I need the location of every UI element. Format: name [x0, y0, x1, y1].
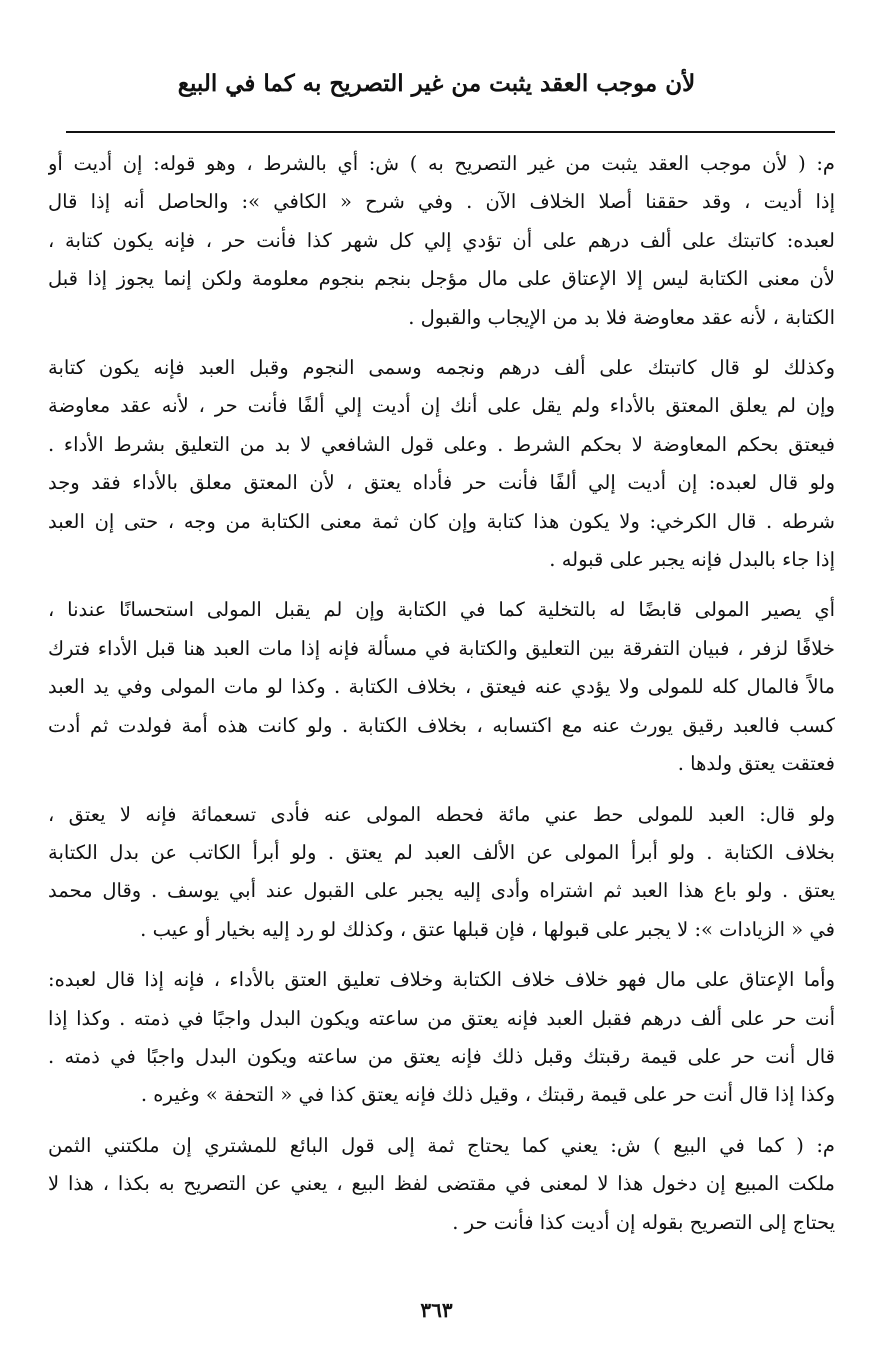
text-line: مالاً فالمال كله للمولى ولا يؤدي عنه فيعتق ، بخلاف الكتابة . وكذا لو مات المولى وفي يد العبد — [48, 675, 835, 699]
text-line: وإن لم يعلق المعتق بالأداء ولم يقل على أنك إن أديت إلي ألفًا فأنت حر ، لأنه عقد معاوضة — [48, 394, 835, 418]
text-line: لأن معنى الكتابة ليس إلا الإعتاق على مال مؤجل بنجم بنجوم معلومة ولكن إنما يجوز إذا قبل — [48, 267, 835, 291]
paragraph-4 — [48, 796, 835, 950]
body-text — [48, 145, 835, 1242]
header-rule — [66, 131, 835, 133]
text-line: إذا أديت ، وقد حققنا أصلا الخلاف الآن . وفي شرح « الكافي »: والحاصل أنه إذا قال — [48, 190, 835, 214]
text-line: بخلاف الكتابة . ولو أبرأ المولى عن الألف العبد لم يعتق . ولو أبرأ الكاتب عن بدل الكتابة — [48, 840, 835, 864]
text-line: قال أنت حر على قيمة رقبتك وقبل ذلك فإنه يعتق من ساعته ويكون البدل واجبًا في ذمته . — [48, 1044, 835, 1068]
text-line: شرطه . قال الكرخي: ولا يكون هذا كتابة وإن كان ثمة معنى الكتابة من وجه ، حتى إن العبد — [48, 509, 835, 533]
text-line: فيعتق بحكم المعاوضة لا بحكم الشرط . وعلى قول الشافعي لا بد من التعليق بشرط الأداء . — [48, 432, 835, 456]
text-line: في « الزيادات »: لا يجبر على قبولها ، فإن قبلها عتق ، وكذلك لو رد إليه بخيار أو عيب . — [140, 917, 835, 941]
text-line: م: ( لأن موجب العقد يثبت من غير التصريح به ) ش: أي بالشرط ، وهو قوله: إن أديت أو — [48, 152, 835, 175]
text-line: أنت حر على ألف درهم فقبل العبد فإنه يعتق من ساعته ويكون البدل واجبًا في ذمته . وكذا إذا — [48, 1006, 835, 1030]
paragraph-3 — [48, 591, 835, 783]
text-line: الكتابة ، لأنه عقد معاوضة فلا بد من الإيجاب والقبول . — [408, 305, 835, 329]
page-number: ٣٦٣ — [420, 1298, 453, 1322]
text-line: وكذا إذا قال أنت حر على قيمة رقبتك ، وقيل ذلك فإنه يعتق كذا في « التحفة » وغيره . — [140, 1083, 835, 1107]
text-line: خلافًا لزفر ، فبيان التفرقة بين التعليق والكتابة في مسألة فإنه إذا مات العبد هنا قبل الأداء فترك — [48, 636, 835, 660]
paragraph-2 — [48, 349, 835, 579]
text-line: يحتاج إلى التصريح بقوله إن أديت كذا فأنت حر . — [452, 1210, 835, 1234]
text-line: ملكت المبيع إن دخول هذا لا لمعنى في مقتضى لفظ البيع ، يعني عن التصريح به بكذا ، هذا لا — [48, 1172, 835, 1196]
text-line: فعتقت يعتق ولدها . — [677, 752, 835, 776]
paragraph-1 — [48, 145, 835, 337]
paragraph-6 — [48, 1127, 835, 1242]
text-line: وأما الإعتاق على مال فهو خلاف خلاف الكتابة وخلاف تعليق العتق بالأداء ، فإنه إذا قال لعبده: — [48, 968, 835, 992]
text-line: يعتق . ولو باع هذا العبد ثم اشتراه وأدى إليه يجبر على القبول عند أبي يوسف . وقال محمد — [48, 879, 835, 903]
text-line: ولو قال لعبده: إن أديت إلي ألفًا فأنت حر فأداه يعتق ، لأن المعتق معلق بالأداء فقد وجد — [48, 471, 835, 495]
text-line: م: ( كما في البيع ) ش: يعني كما يحتاج ثمة إلى قول البائع للمشتري إن ملكتني الثمن — [48, 1133, 835, 1157]
text-line: لعبده: كاتبتك على ألف درهم على أن تؤدي إلي كل شهر كذا فأنت حر ، فإنه يكون كتابة ، — [48, 228, 835, 252]
paragraph-5 — [48, 961, 835, 1115]
text-line: ولو قال: العبد للمولى حط عني مائة فحطه المولى عنه فأدى تسعمائة فإنه لا يعتق ، — [48, 802, 835, 826]
text-line: وكذلك لو قال كاتبتك على ألف درهم ونجمه وسمى النجوم وقبل العبد فإنه يكون كتابة — [48, 356, 835, 380]
text-line: أي يصير المولى قابضًا له بالتخلية كما في الكتابة وإن لم يقبل المولى استحسانًا عندنا ، — [48, 598, 835, 622]
text-line: إذا جاء بالبدل فإنه يجبر على قبوله . — [549, 548, 835, 572]
running-head: لأن موجب العقد يثبت من غير التصريح به كما في البيع — [177, 70, 696, 97]
text-line: كسب فالعبد رقيق يورث عنه مع اكتسابه ، بخلاف الكتابة . ولو كانت هذه أمة فولدت ثم أدت — [48, 713, 835, 737]
